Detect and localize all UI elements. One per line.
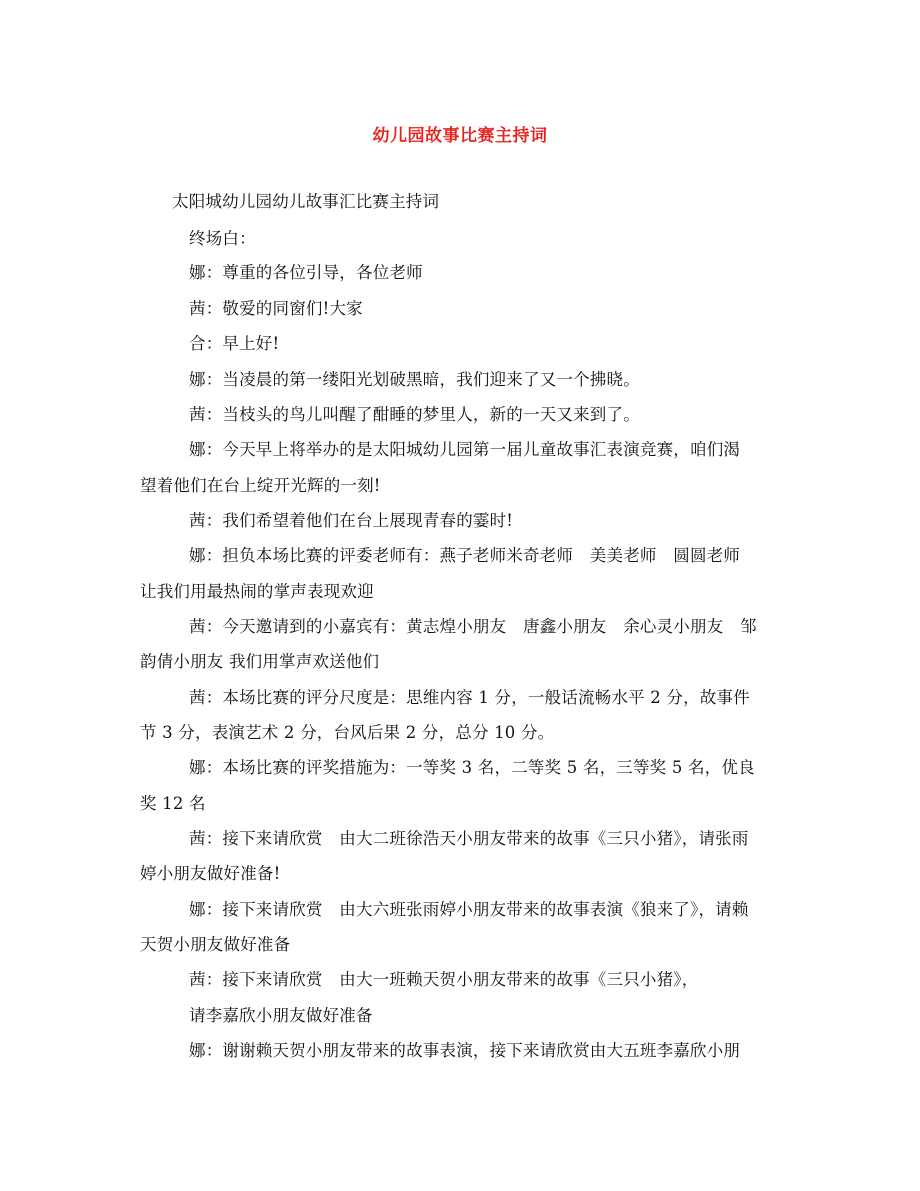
paragraph-line: 娜：本场比赛的评奖措施为：一等奖 3 名，二等奖 5 名，三等奖 5 名，优良	[189, 758, 755, 777]
paragraph-line: 终场白：	[189, 229, 256, 248]
paragraph-line: 娜：当凌晨的第一缕阳光划破黑暗，我们迎来了又一个拂晓。	[189, 370, 640, 389]
paragraph-line: 茜：今天邀请到的小嘉宾有：黄志煌小朋友 唐鑫小朋友 余心灵小朋友 邹	[189, 617, 757, 636]
paragraph-line: 娜：尊重的各位引导，各位老师	[189, 263, 423, 282]
paragraph-line: 茜：我们希望着他们在台上展现青春的霎时!	[189, 511, 514, 530]
paragraph-line: 婷小朋友做好准备!	[140, 864, 281, 883]
paragraph-line: 韵倩小朋友 我们用掌声欢送他们	[140, 652, 380, 671]
document-title: 幼儿园故事比赛主持词	[372, 126, 548, 146]
paragraph-line: 娜：今天早上将举办的是太阳城幼儿园第一届儿童故事汇表演竞赛，咱们渴	[189, 440, 741, 459]
paragraph-line: 娜：担负本场比赛的评委老师有：燕子老师米奇老师 美美老师 圆圆老师	[189, 546, 741, 565]
paragraph-line: 茜：接下来请欣赏 由大二班徐浩天小朋友带来的故事《三只小猪》，请张雨	[189, 829, 749, 848]
paragraph-line: 娜：谢谢赖天贺小朋友带来的故事表演，接下来请欣赏由大五班李嘉欣小朋	[189, 1041, 741, 1060]
paragraph-line: 让我们用最热闹的掌声表现欢迎	[140, 582, 374, 601]
paragraph-line: 太阳城幼儿园幼儿故事汇比赛主持词	[172, 192, 440, 211]
paragraph-line: 奖 12 名	[140, 794, 206, 813]
paragraph-line: 天贺小朋友做好准备	[140, 935, 291, 954]
paragraph-line: 茜：当枝头的鸟儿叫醒了酣睡的梦里人，新的一天又来到了。	[189, 405, 640, 424]
paragraph-line: 茜：敬爱的同窗们!大家	[189, 299, 363, 318]
paragraph-line: 茜：接下来请欣赏 由大一班赖天贺小朋友带来的故事《三只小猪》，	[189, 970, 699, 989]
paragraph-line: 合：早上好!	[189, 334, 280, 353]
paragraph-line: 望着他们在台上绽开光辉的一刻!	[140, 476, 381, 495]
paragraph-line: 茜：本场比赛的评分尺度是：思维内容 1 分，一般话流畅水平 2 分，故事件	[189, 688, 750, 707]
paragraph-line: 节 3 分，表演艺术 2 分，台风后果 2 分，总分 10 分。	[140, 723, 555, 742]
paragraph-line: 请李嘉欣小朋友做好准备	[189, 1006, 373, 1025]
paragraph-line: 娜：接下来请欣赏 由大六班张雨婷小朋友带来的故事表演《狼来了》，请赖	[189, 900, 749, 919]
